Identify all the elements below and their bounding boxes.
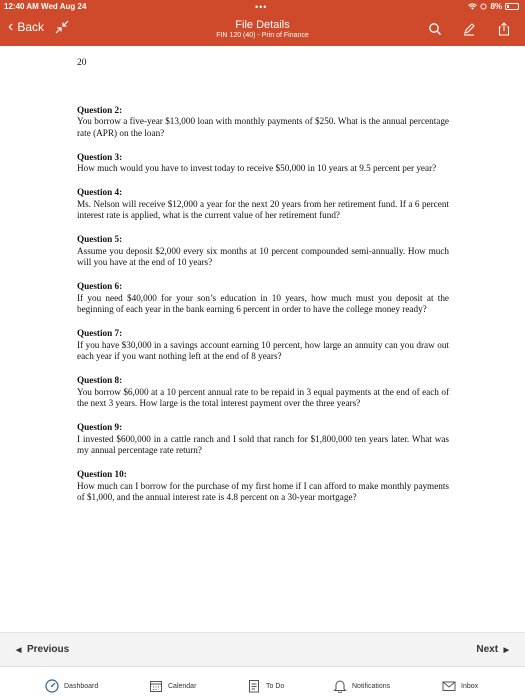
back-label: Back	[17, 20, 45, 34]
calendar-icon	[149, 679, 163, 693]
collapse-arrows-icon[interactable]	[55, 20, 69, 34]
question-title: Question 8:	[77, 375, 123, 385]
question-text: How much can I borrow for the purchase of my first home if I can afford to make monthly payments of $1,000, and the annual interest rate is 4.8 percent on a 30-year mortgage?	[77, 480, 449, 502]
question-block	[77, 422, 449, 457]
question-text: Assume you deposit $2,000 every six months at 10 percent compounded semi-annually. How much will you have at the end of 10 years?	[77, 245, 449, 267]
previous-button[interactable]	[16, 644, 69, 655]
question-text: If you need $40,000 for your son’s education in 10 years, how much must you deposit at the beginning of each year in the bank earning 6 percent in order to have the college money ready?	[77, 292, 449, 314]
previous-label: Previous	[26, 644, 70, 655]
question-title: Question 5:	[77, 234, 123, 244]
share-icon[interactable]	[497, 22, 511, 36]
page-number: 20	[77, 58, 87, 68]
page-title: File Details	[235, 19, 290, 31]
question-block	[77, 234, 449, 269]
tab-dashboard[interactable]	[45, 679, 98, 693]
tab-todo-label: To Do	[266, 682, 285, 690]
tab-inbox-label: Inbox	[461, 682, 479, 690]
todo-list-icon	[247, 679, 261, 693]
question-title: Question 3:	[77, 151, 123, 162]
location-icon	[480, 3, 487, 10]
multitasking-dots[interactable]: •••	[255, 2, 268, 12]
tab-calendar-label: Calendar	[168, 682, 197, 690]
question-block	[77, 187, 449, 222]
question-title: Question 2:	[77, 104, 123, 115]
tab-calendar[interactable]	[149, 679, 196, 693]
annotate-pen-icon[interactable]	[462, 22, 476, 36]
bell-icon	[333, 679, 347, 693]
question-title: Question 9:	[77, 422, 123, 432]
dashboard-icon	[45, 679, 59, 693]
question-title: Question 7:	[77, 328, 123, 338]
title-block	[150, 19, 375, 39]
document-page	[77, 58, 449, 516]
status-time: 12:40 AM Wed Aug 24	[4, 2, 87, 11]
tab-inbox[interactable]	[442, 679, 478, 693]
battery-percent: 8%	[490, 2, 502, 11]
question-title: Question 6:	[77, 281, 123, 291]
tab-dashboard-label: Dashboard	[64, 682, 99, 690]
question-text: How much would you have to invest today to receive $50,000 in 10 years at 9.5 percent per year?	[77, 163, 437, 173]
pager-bar	[0, 632, 525, 666]
question-block	[77, 328, 449, 363]
search-icon[interactable]	[428, 22, 442, 36]
next-button[interactable]	[476, 644, 509, 655]
caret-right-icon: ▶	[503, 647, 509, 654]
chevron-left-icon: ‹	[8, 18, 14, 35]
page-subtitle: FIN 120 (40) - Prin of Finance	[216, 32, 309, 39]
question-title: Question 10:	[77, 469, 127, 479]
question-block	[77, 152, 449, 175]
battery-icon	[505, 3, 519, 10]
question-block	[77, 375, 449, 410]
caret-left-icon: ◀	[16, 647, 22, 654]
question-title: Question 4:	[77, 187, 123, 197]
envelope-icon	[442, 679, 456, 693]
next-label: Next	[476, 644, 499, 655]
tab-bar	[0, 666, 525, 700]
question-block	[77, 469, 449, 504]
question-text: You borrow $6,000 at a 10 percent annual rate to be repaid in 3 equal payments at the end of each of the next 3 years. How large is the total interest payment over the three years?	[77, 386, 449, 408]
top-bar	[0, 0, 525, 46]
tab-todo[interactable]	[247, 679, 284, 693]
question-text: If you have $30,000 in a savings account earning 10 percent, how large an annuity can you draw out each year if you want nothing left at the end of 8 years?	[77, 339, 449, 361]
back-button[interactable]	[8, 20, 44, 34]
wifi-icon	[468, 3, 477, 10]
question-text: I invested $600,000 in a cattle ranch and I sold that ranch for $1,800,000 ten years later. What was my annual percentage rate return?	[77, 433, 449, 455]
question-text: You borrow a five-year $13,000 loan with monthly payments of $250. What is the annual percentage rate (APR) on the loan?	[77, 116, 449, 138]
status-indicators	[468, 2, 519, 11]
question-list	[77, 105, 449, 504]
tab-notifications[interactable]	[333, 679, 390, 693]
question-block	[77, 105, 449, 140]
tab-notifications-label: Notifications	[352, 682, 391, 690]
question-text: Ms. Nelson will receive $12,000 a year for the next 20 years from her retirement fund. If a 6 percent interest rate is applied, what is the current value of her retirement fund?	[77, 198, 449, 220]
question-block	[77, 281, 449, 316]
